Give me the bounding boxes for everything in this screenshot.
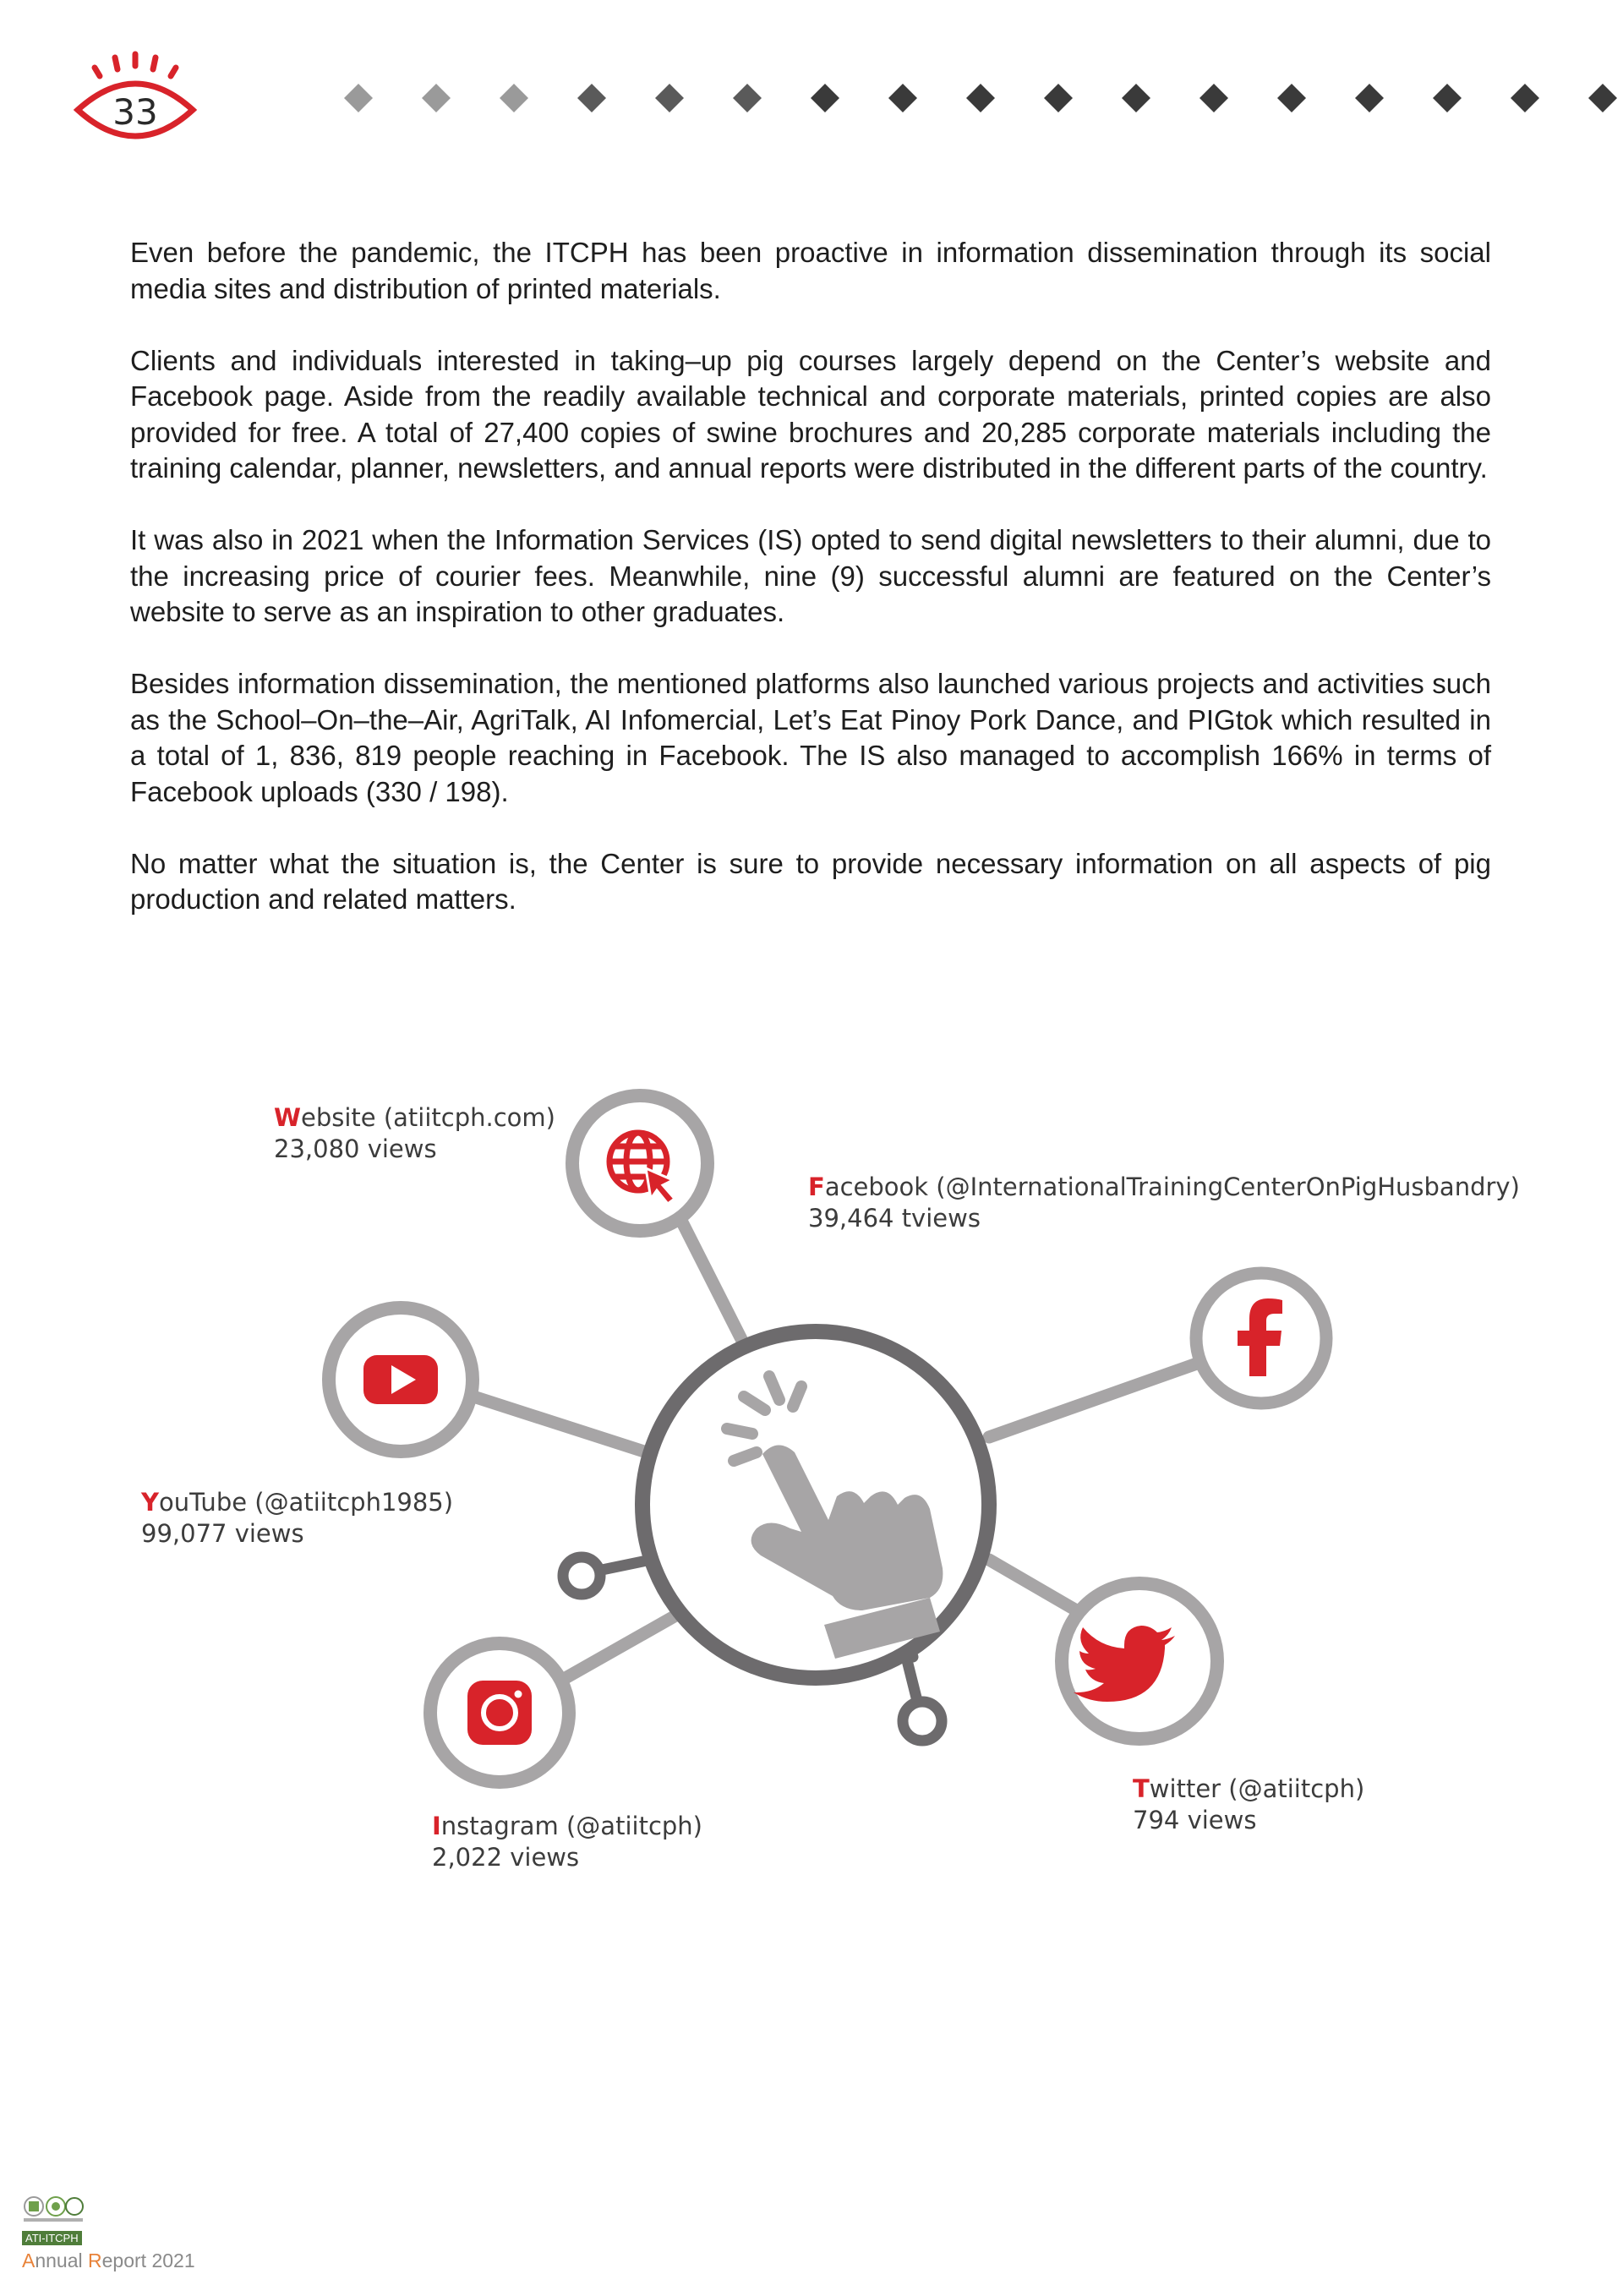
instagram-label xyxy=(432,1811,702,1873)
footer xyxy=(22,2195,195,2272)
connector-facebook xyxy=(989,1359,1209,1437)
footer-initial: R xyxy=(88,2250,102,2271)
label-count: 23,080 views xyxy=(274,1134,437,1163)
label-count: 99,077 views xyxy=(141,1519,304,1548)
paragraph: It was also in 2021 when the Information Services (IS) opted to send digital newsletters to their alumni, due to the increasing price of courier fees. Meanwhile, nine (9) successful alumni are featured on the Center’s website to serve as an inspiration to other graduates. xyxy=(130,524,1491,627)
label-initial: I xyxy=(432,1812,441,1840)
youtube-label xyxy=(141,1487,453,1550)
facebook-label xyxy=(808,1172,1520,1234)
label-initial: F xyxy=(808,1173,825,1201)
label-initial: T xyxy=(1133,1774,1150,1803)
paragraph: Clients and individuals interested in taking–up pig courses largely depend on the Center’s website and Facebook page. Aside from the readily available technical and corporate materials, printed copies are also provided for free. A total of 27,400 copies of swine brochures and 20,285 corporate materials including the training calendar, planner, newsletters, and annual reports were distributed in the different parts of the country. xyxy=(130,344,1491,484)
twitter-label xyxy=(1133,1774,1364,1836)
footer-text: eport 2021 xyxy=(101,2250,195,2271)
connector-twitter xyxy=(989,1560,1084,1615)
label-name: ebsite (atiitcph.com) xyxy=(301,1103,555,1132)
instagram-icon xyxy=(467,1681,532,1745)
footer-initial: A xyxy=(22,2250,36,2271)
paragraph: Besides information dissemination, the mentioned platforms also launched various projects and activities such as the School–On–the–Air, AgriTalk, AI Infomercial, Let’s Eat Pinoy Pork Dance, and PIGtok which resulted in a total of 1, 836, 819 people reaching in Facebook. The IS also managed to accomplish 166% in terms of Facebook uploads (330 / 198). xyxy=(130,668,1491,807)
label-count: 2,022 views xyxy=(432,1843,580,1872)
footer-title xyxy=(22,2250,195,2272)
website-label xyxy=(274,1102,555,1165)
label-count: 794 views xyxy=(1133,1806,1257,1834)
label-name: ouTube (@atiitcph1985) xyxy=(159,1488,454,1517)
page-number: 33 xyxy=(112,91,158,133)
label-name: acebook (@InternationalTrainingCenterOnPigHusbandry) xyxy=(824,1173,1520,1201)
small-node-left xyxy=(563,1557,600,1594)
label-name: nstagram (@atiitcph) xyxy=(440,1812,702,1840)
connector-website xyxy=(675,1207,744,1344)
label-count: 39,464 tviews xyxy=(808,1204,981,1233)
footer-org-tag: ATI-ITCPH xyxy=(22,2231,82,2245)
connector-instagram xyxy=(558,1610,685,1682)
small-node-bottom xyxy=(903,1702,942,1741)
paragraph: Even before the pandemic, the ITCPH has been proactive in information dissemination through its social media sites and distribution of printed materials. xyxy=(130,237,1491,304)
connector-youtube xyxy=(473,1397,647,1452)
label-name: witter (@atiitcph) xyxy=(1149,1774,1365,1803)
label-initial: W xyxy=(274,1103,301,1132)
footer-logos-icon xyxy=(22,2195,85,2223)
footer-text: nnual xyxy=(35,2250,89,2271)
label-initial: Y xyxy=(141,1488,159,1517)
paragraph: No matter what the situation is, the Center is sure to provide necessary information on all aspects of pig production and related matters. xyxy=(130,847,1491,915)
